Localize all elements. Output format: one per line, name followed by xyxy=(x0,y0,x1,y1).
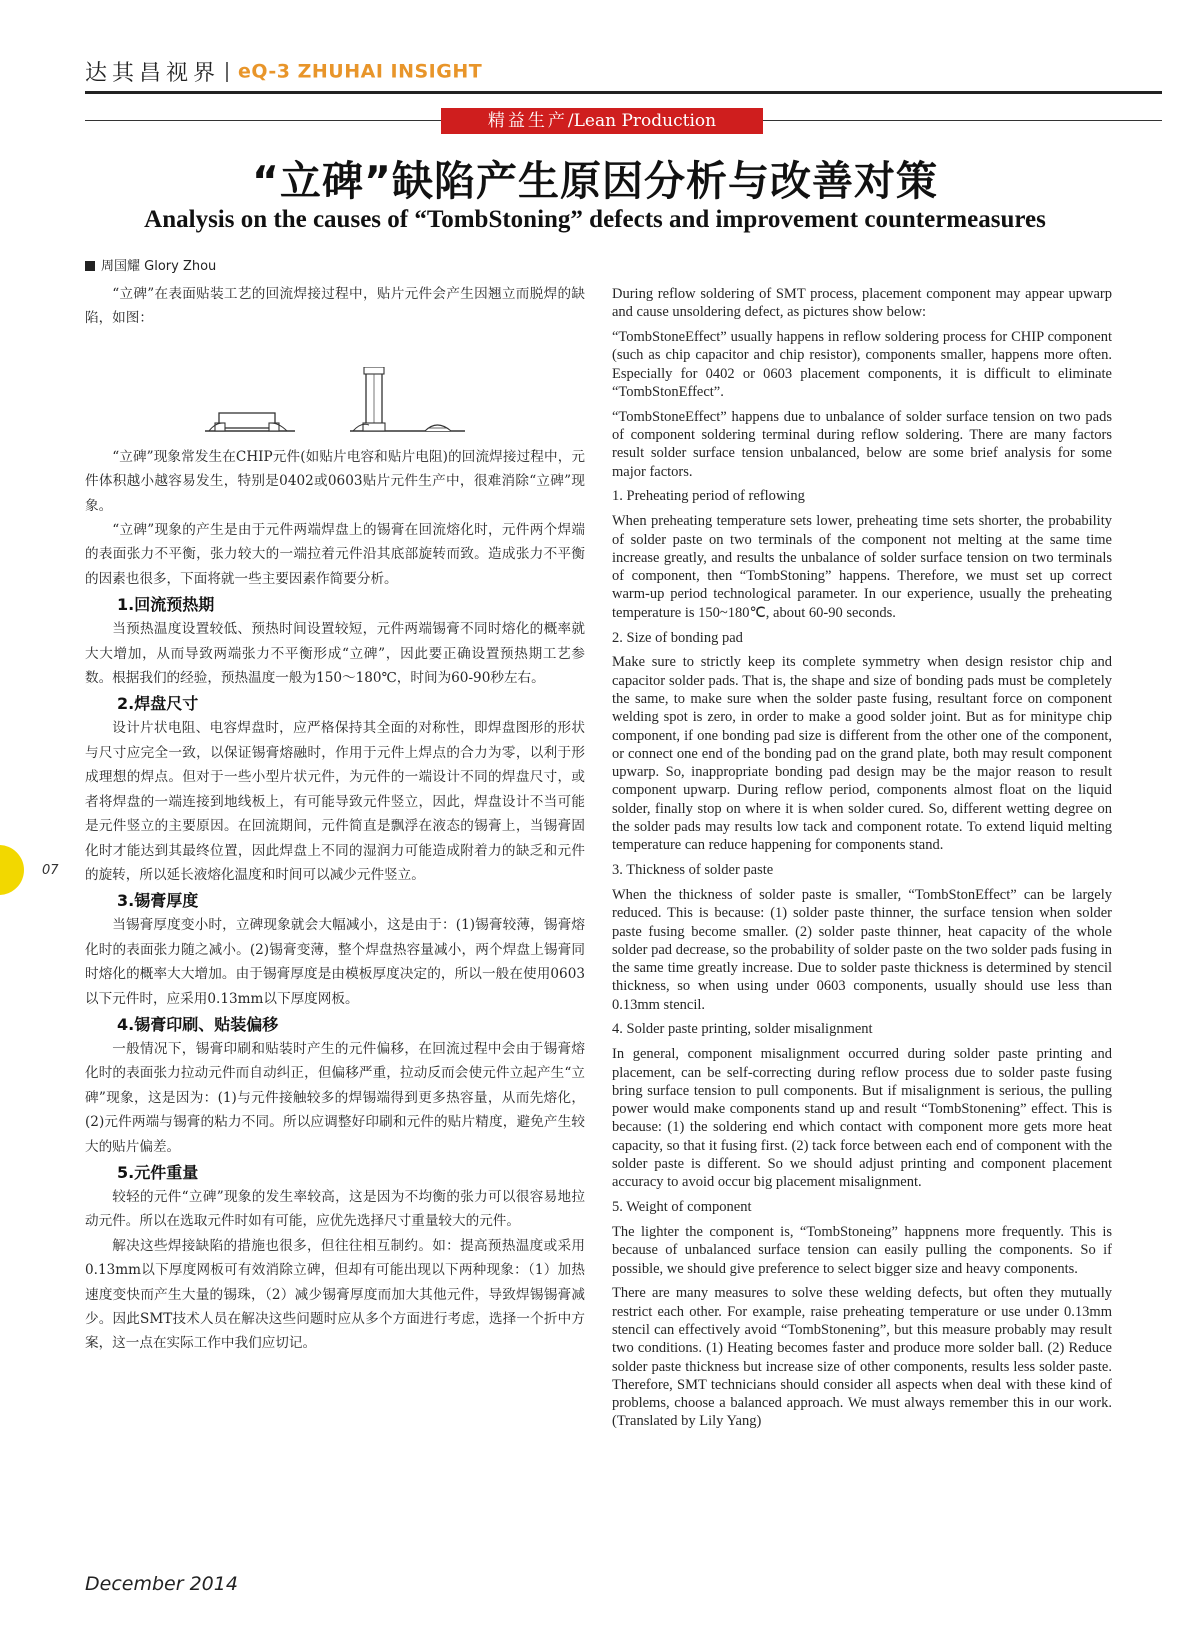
tombstone-illustration xyxy=(205,367,465,441)
chinese-column xyxy=(85,282,585,1356)
english-column xyxy=(612,285,1112,1437)
en-paragraph: When preheating temperature sets lower, preheating time sets shorter, the probability of solder paste on two terminals of the component not melting at the same time increase greatly, and results the unbalance of solder surface tension on two terminals of component, then “TombStoning” happens. Therefore, we must set up correct warm-up period technological parameter. In our experience, usually the preheating temperature is 150~180℃, about 60-90 seconds. xyxy=(612,513,1112,621)
cn-paragraph: 设计片状电阻、电容焊盘时，应严格保持其全面的对称性，即焊盘图形的形状与尺寸应完全一致，以保证锡膏熔融时，作用于元件上焊点的合力为零，以利于形成理想的焊点。但对于一些小型片状元件，为元件的一端设计不同的焊盘尺寸，或者将焊盘的一端连接到地线板上，有可能导致元件竖立，因此，焊盘设计不当可能是元件竖立的主要原因。在回流期间，元件简直是飘浮在液态的锡膏上，当锡膏固化时才能达到其最终位置，因此焊盘上不同的湿润力可能造成附着力的缺乏和元件的旋转，所以延长液熔化温度和时间可以减少元件竖立。 xyxy=(85,720,585,883)
cn-paragraph: 一般情况下，锡膏印刷和贴装时产生的元件偏移，在回流过程中会由于锡膏熔化时的表面张力拉动元件而自动纠正，但偏移严重，拉动反而会使元件立起产生“立碑”现象，这是因为：(1)与元件接触较多的焊锡端得到更多热容量，从而先熔化，(2)元件两端与锡膏的粘力不同。所以应调整好印刷和元件的贴片精度，避免产生较大的贴片偏差。 xyxy=(85,1040,585,1155)
article-title-english: Analysis on the causes of “TombStoning” defects and improvement countermeasures xyxy=(144,206,1046,233)
tombstoned-chip-diagram xyxy=(350,367,465,431)
cn-heading-paste-thickness: 3.锡膏厚度 xyxy=(117,891,199,911)
author-name: 周国耀 Glory Zhou xyxy=(101,259,217,274)
cn-heading-preheat: 1.回流预热期 xyxy=(117,595,215,615)
en-paragraph: During reflow soldering of SMT process, placement component may appear upwarp and cause unsoldering defect, as pictures show below: xyxy=(612,286,1112,321)
header-rule-thick xyxy=(85,91,1162,94)
en-paragraph: Make sure to strictly keep its complete symmetry when design resistor chip and capacitor solder pads. That is, the shape and size of bonding pads must be completely the same, to make sure when the solder paste fusing, resultant force on component welding spot is zero, in order to make a good solder joint. But as for minitype chip component, if one bonding pad size is different from the other one of the component, or connect one end of the bonding pad on the grand plate, both may result component upwarp. So, inappropriate bonding pad design may be the major reason to result component upwarp. During reflow period, components almost float on the liquid solder, finally stop on where it is when solder cured. So, different wetting degree on the solder pads may results low tack and component rotate. To extend liquid melting temperature can reduce happening for components stand. xyxy=(612,654,1112,854)
brand-divider xyxy=(226,62,228,82)
en-heading-preheat: 1. Preheating period of reflowing xyxy=(612,488,805,505)
tombstone-figure xyxy=(85,331,585,445)
cn-heading-pad-size: 2.焊盘尺寸 xyxy=(117,694,199,714)
en-heading-pad-size: 2. Size of bonding pad xyxy=(612,629,743,646)
section-tag-chinese: 精益生产 xyxy=(487,111,568,131)
cn-paragraph: “立碑”现象常发生在CHIP元件(如贴片电容和贴片电阻)的回流焊接过程中，元件体积越小越容易发生，特别是0402或0603贴片元件生产中，很难消除“立碑”现象。 xyxy=(85,448,585,514)
cn-heading-weight: 5.元件重量 xyxy=(117,1162,199,1182)
en-heading-paste-thickness: 3. Thickness of solder paste xyxy=(612,862,774,879)
cn-paragraph: “立碑”在表面贴装工艺的回流焊接过程中，贴片元件会产生因翘立而脱焊的缺陷，如图： xyxy=(85,286,585,327)
cn-heading-misalignment: 4.锡膏印刷、贴装偏移 xyxy=(117,1014,279,1034)
cn-paragraph: 较轻的元件“立碑”现象的发生率较高，这是因为不均衡的张力可以很容易地拉动元件。所以在选取元件时如有可能，应优先选择尺寸重量较大的元件。 xyxy=(85,1188,585,1230)
page-marker-dot xyxy=(0,845,24,895)
section-tag-english: /Lean Production xyxy=(567,111,717,131)
en-paragraph: When the thickness of solder paste is smaller, “TombStonEffect” can be largely reduced. This is because: (1) solder paste thinner, the surface tension when solder paste fusing become smaller. (2) solder paste thinner, heat capacity of the whole solder pad decrease, so the probability of solder paste on the two solder pads fusing in the same time greatly increase. Due to solder paste thickness is determined by stencil thickness, so when using under 0603 components, usually should use less than 0.13mm stencil. xyxy=(612,886,1112,1013)
brand-english: eQ-3 ZHUHAI INSIGHT xyxy=(238,60,483,83)
en-paragraph: “TombStoneEffect” happens due to unbalance of solder surface tension on two pads of component soldering terminal during reflow soldering. There are many factors result solder surface tension unbalanced, below are some brief analysis for some major factors. xyxy=(612,408,1112,480)
author-byline xyxy=(85,255,216,274)
cn-paragraph: 解决这些焊接缺陷的措施也很多，但往往相互制约。如：提高预热温度或采用0.13mm以下厚度网板可有效消除立碑，但却有可能出现以下两种现象：（1）加热速度变快而产生大量的锡珠，（2）减少锡膏厚度而加大其他元件，导致焊锡锡膏减少。因此SMT技术人员在解决这些问题时应从多个方面进行考虑，选择一个折中方案，这一点在实际工作中我们应切记。 xyxy=(85,1237,585,1352)
en-paragraph: The lighter the component is, “TombStoneing” happnens more frequently. This is because of unbalanced surface tension can easily pulling the components. So if possible, we should give preference to select bigger size and heavy components. xyxy=(612,1223,1112,1277)
en-paragraph: In general, component misalignment occurred during solder paste printing and placement, can be self-correcting during reflow process due to solder paste fusing bring surface tension to pull components. But if misalignment is serious, the pulling power would make components stand up and result “TombStonening” effect. This is because: (1) the soldering end which contact with component more gets more heat capacity, so that it fusing first. (2) tack force between each end of component with the solder paste is different. So we should adjust printing and component placement accuracy to avoid occur big placement misalignment. xyxy=(612,1046,1112,1191)
en-heading-misalignment: 4. Solder paste printing, solder misalignment xyxy=(612,1021,873,1038)
square-bullet-icon xyxy=(85,261,95,271)
page-number: 07 xyxy=(42,863,59,878)
cn-paragraph: 当锡膏厚度变小时，立碑现象就会大幅减小，这是由于：(1)锡膏较薄，锡膏熔化时的表面张力随之减小。(2)锡膏变薄，整个焊盘热容量减小，两个焊盘上锡膏同时熔化的概率大大增加。由于锡膏厚度是由模板厚度决定的，所以一般在使用0603以下元件时，应采用0.13mm以下厚度网板。 xyxy=(85,917,585,1007)
en-heading-weight: 5. Weight of component xyxy=(612,1199,752,1216)
brand-chinese: 达其昌视界 xyxy=(85,61,221,86)
issue-date: December 2014 xyxy=(85,1573,238,1595)
cn-paragraph: 当预热温度设置较低、预热时间设置较短，元件两端锡膏不同时熔化的概率就大大增加，从而导致两端张力不平衡形成“立碑”，因此要正确设置预热期工艺参数。根据我们的经验，预热温度一般为150～180℃，时间为60-90秒左右。 xyxy=(85,621,585,687)
en-paragraph: “TombStoneEffect” usually happens in reflow soldering process for CHIP component (such as chip capacitor and chip resistor), components smaller, happens more often. Especially for 0402 or 0603 placement components, it is difficult to eliminate “TombStonEffect”. xyxy=(612,329,1112,400)
magazine-header xyxy=(85,56,482,86)
section-tag xyxy=(441,108,763,134)
cn-paragraph: “立碑”现象的产生是由于元件两端焊盘上的锡膏在回流熔化时，元件两个焊端的表面张力不平衡，张力较大的一端拉着元件沿其底部旋转而致。造成张力不平衡的因素也很多，下面将就一些主要因素作简要分析。 xyxy=(85,522,585,587)
en-paragraph: There are many measures to solve these welding defects, but often they mutually restrict each other. For example, raise preheating temperature or use under 0.13mm stencil can effectively avoid “TombStonening”, but this measure probably may result two conditions. (1) Heating becomes faster and produce more solder ball. (2) Reduce solder paste thickness but increase size of other components, results less solder paste. Therefore, SMT technicians should consider all aspects when deal with these kind of problems, choose a balanced approach. We must always remember this in our work. (Translated by Lily Yang) xyxy=(612,1285,1112,1430)
article-title-chinese: “立碑”缺陷产生原因分析与改善对策 xyxy=(252,157,938,205)
flat-chip-diagram xyxy=(205,413,295,431)
